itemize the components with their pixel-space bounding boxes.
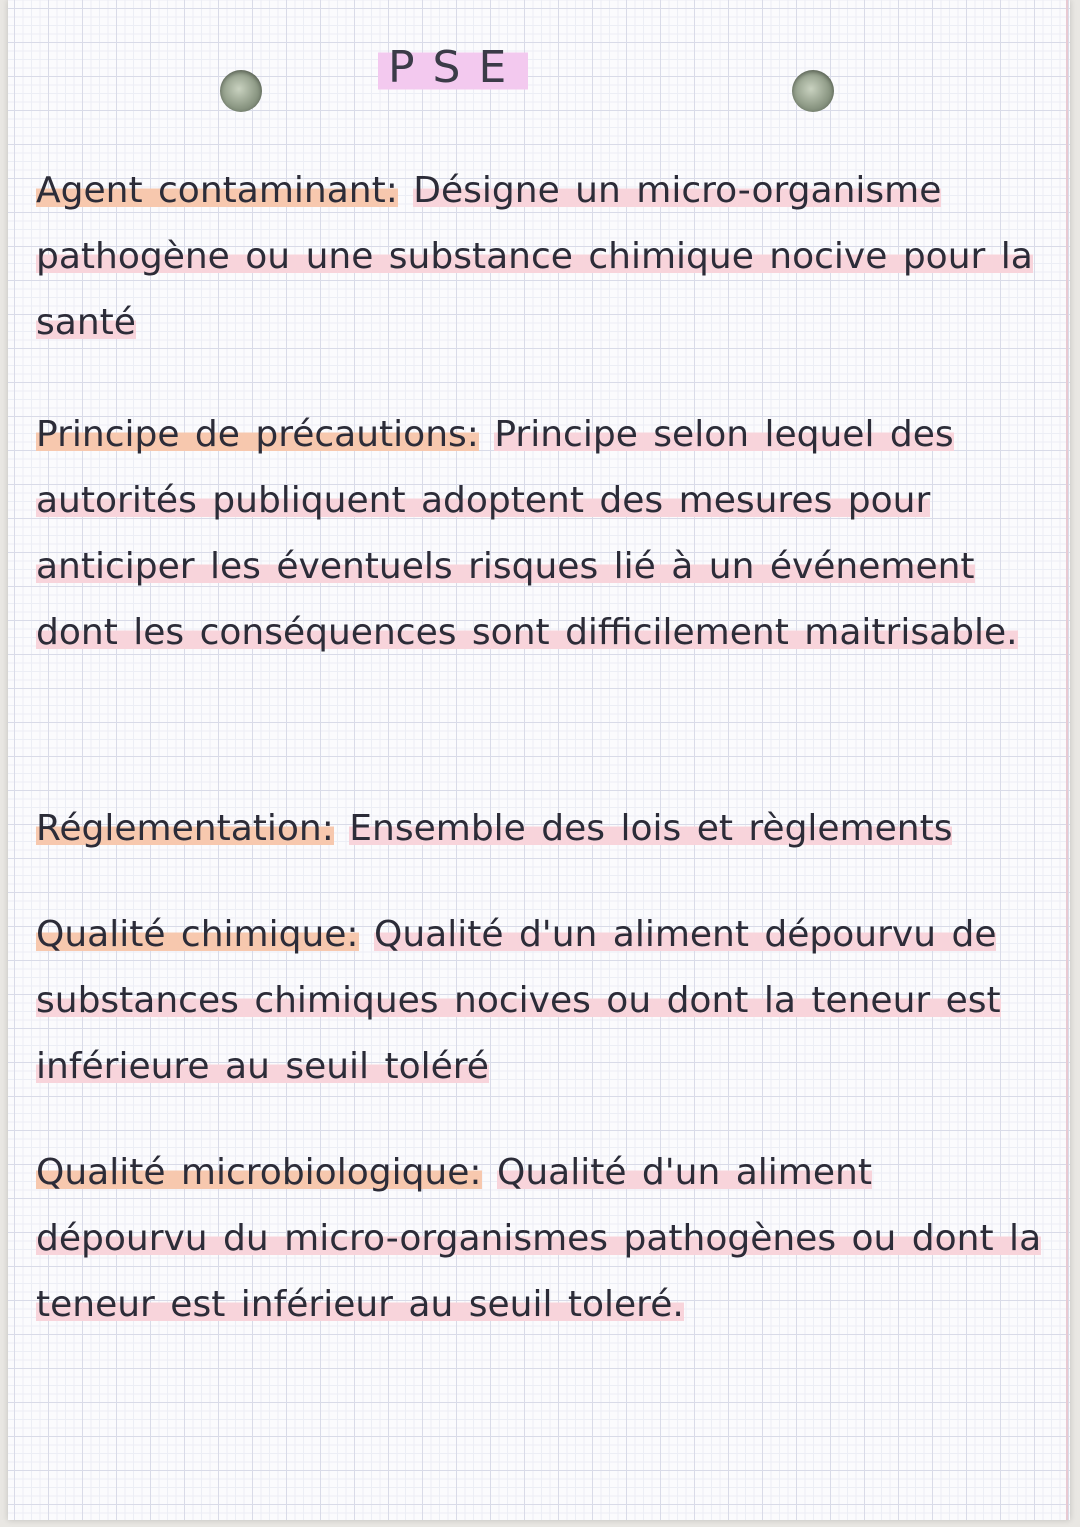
page-title: PSE	[378, 40, 528, 96]
note-term: Agent contaminant:	[36, 170, 398, 211]
note-term: Qualité microbiologique:	[36, 1152, 482, 1193]
note-qualite-chimique	[36, 902, 1058, 1100]
note-qualite-microbiologique	[36, 1140, 1058, 1338]
notebook-page	[8, 0, 1070, 1520]
note-reglementation	[36, 796, 1058, 862]
punch-hole-right	[792, 70, 834, 112]
note-term: Réglementation:	[36, 808, 334, 849]
note-term: Principe de précautions:	[36, 414, 479, 455]
note-principe-precautions	[36, 402, 1058, 666]
note-agent-contaminant	[36, 158, 1058, 356]
note-definition: Qualité d'un aliment dépourvu du micro-organismes pathogènes ou dont la teneur est inférieur au seuil toleré.	[36, 1152, 1042, 1325]
note-definition: Principe selon lequel des autorités publiquent adoptent des mesures pour anticiper les éventuels risques lié à un événement dont les conséquences sont difficilement maitrisable.	[36, 414, 1018, 653]
punch-hole-left	[220, 70, 262, 112]
note-term: Qualité chimique:	[36, 914, 359, 955]
margin-line	[1066, 0, 1068, 1520]
note-definition: Ensemble des lois et règlements	[349, 808, 953, 849]
note-definition: Désigne un micro-organisme pathogène ou une substance chimique nocive pour la santé	[36, 170, 1033, 343]
note-definition: Qualité d'un aliment dépourvu de substances chimiques nocives ou dont la teneur est inférieure au seuil toléré	[36, 914, 1001, 1087]
